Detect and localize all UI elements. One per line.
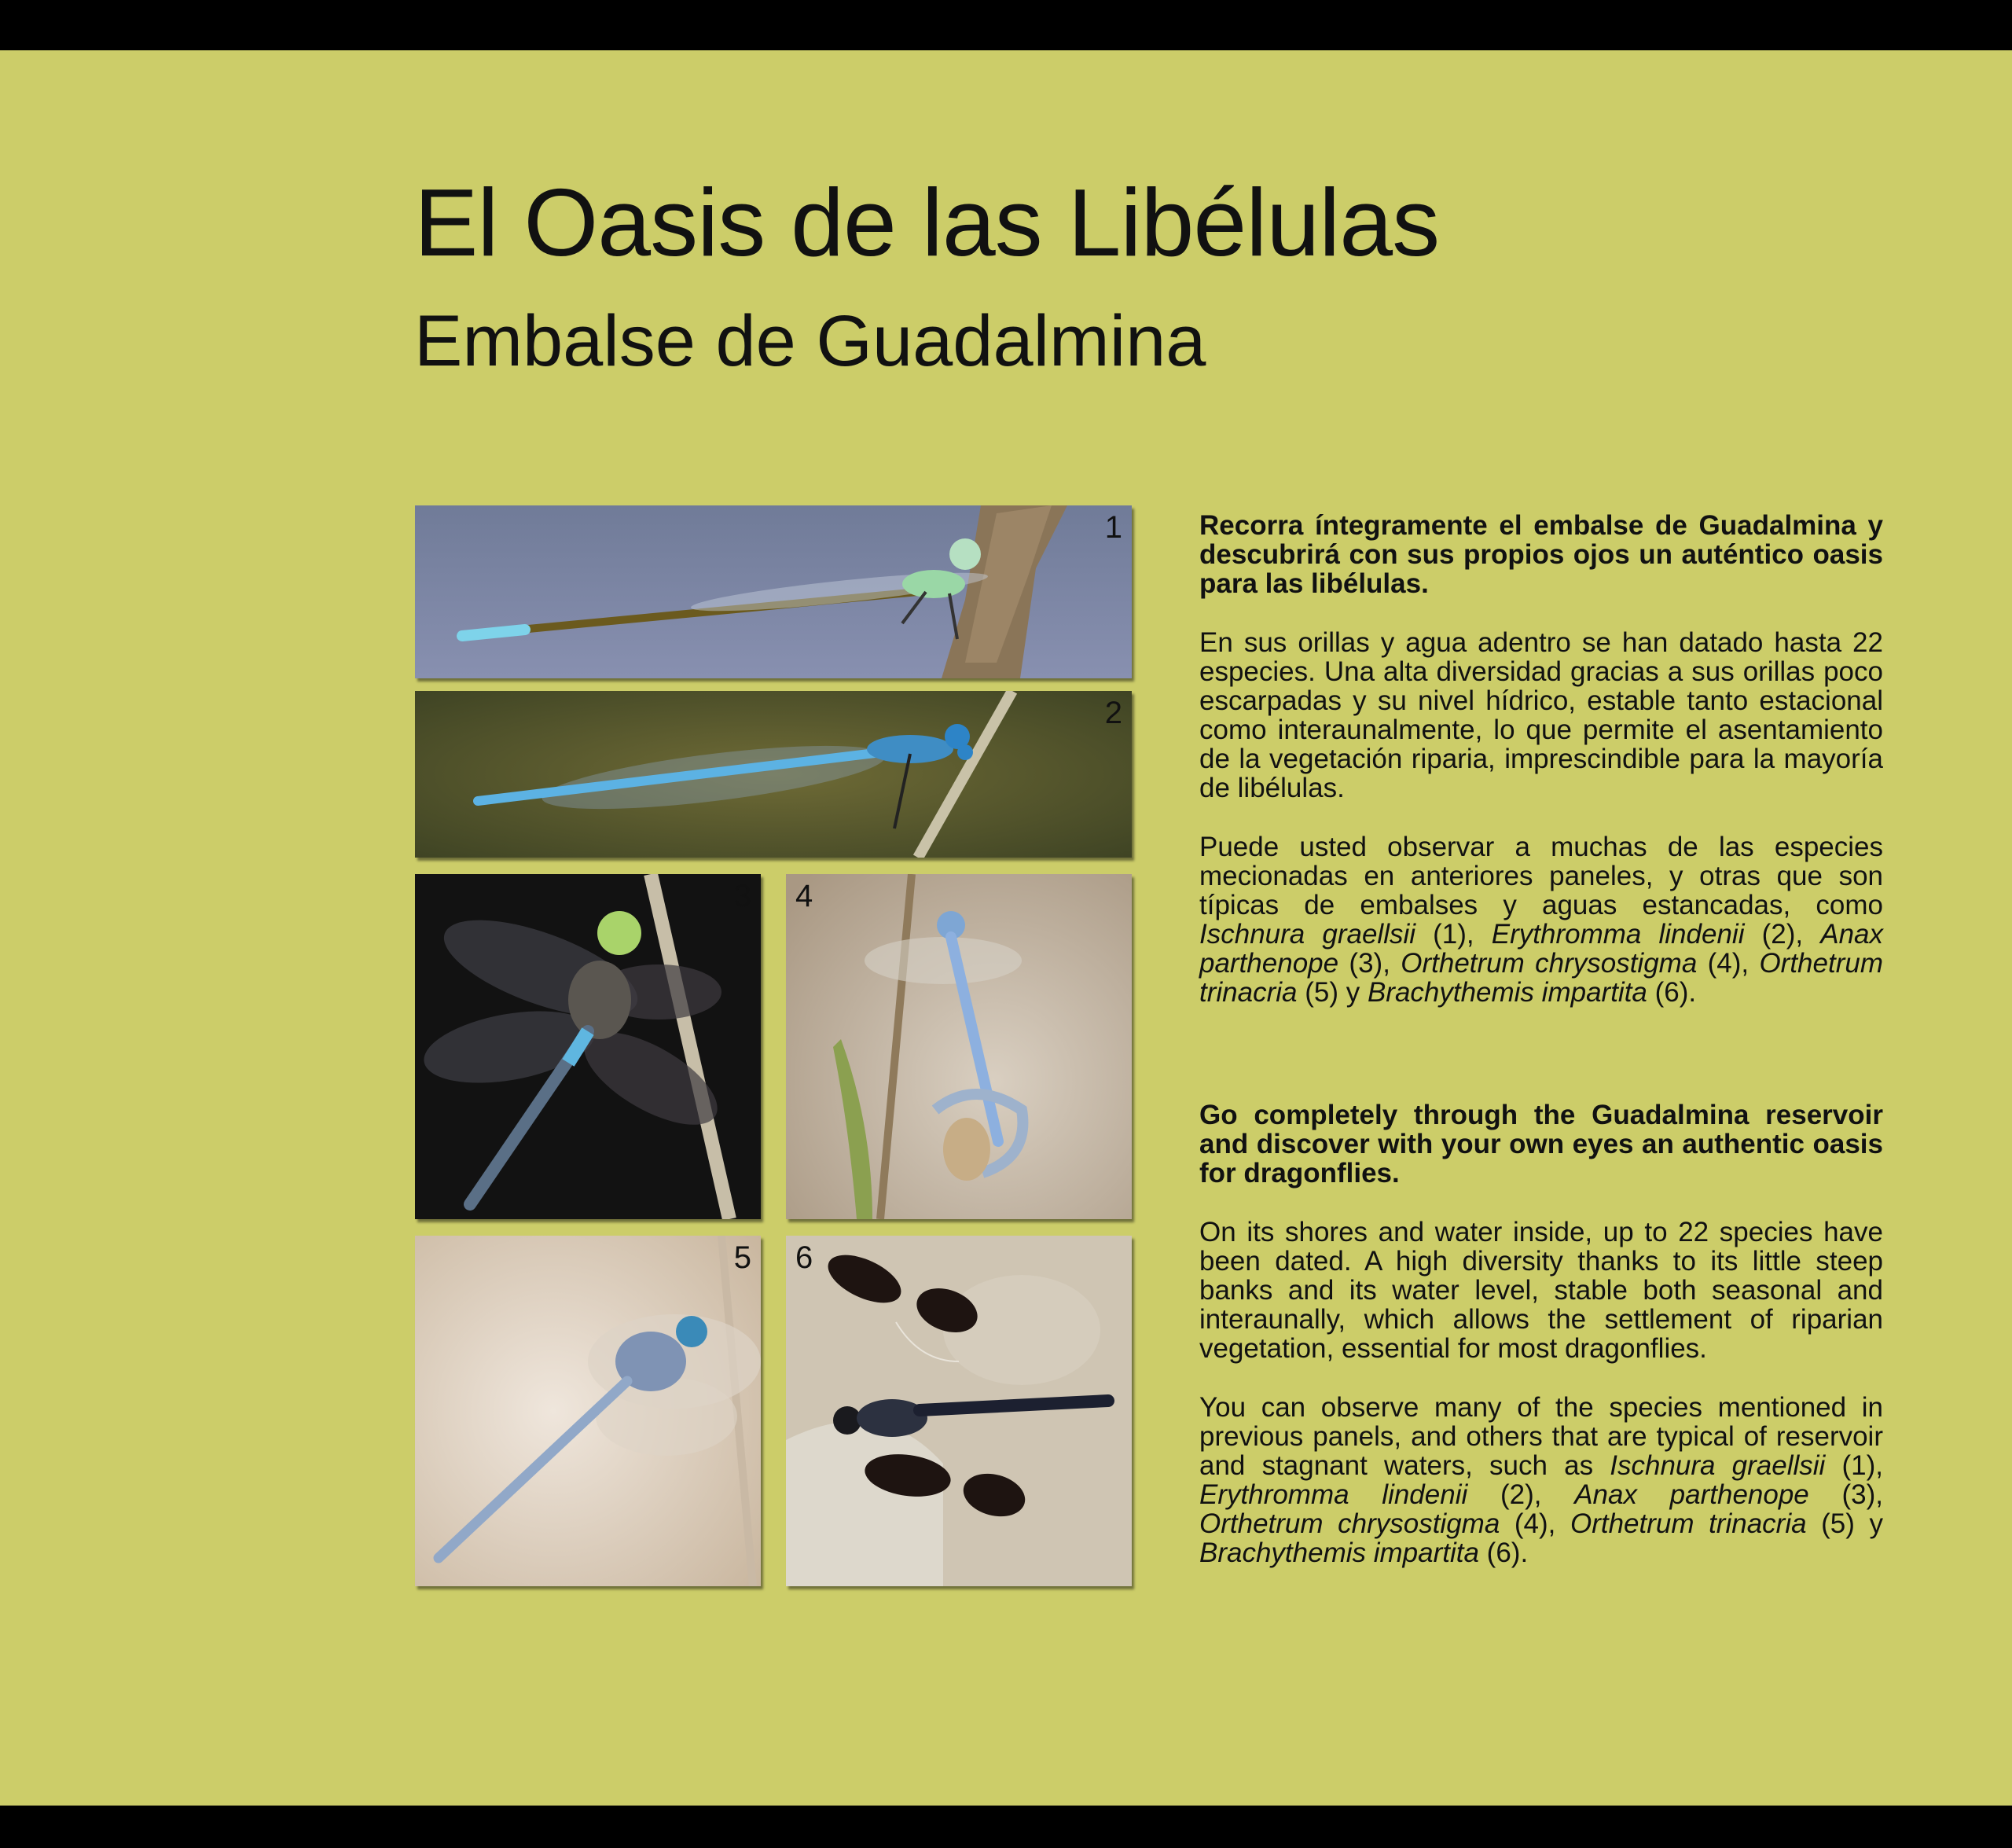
text-run: (6). — [1478, 1538, 1529, 1568]
text-run: (5) y — [1297, 977, 1368, 1008]
text-run: (3), — [1338, 948, 1401, 979]
dragonfly-illustration-6 — [786, 1236, 1132, 1586]
text-run: (6). — [1647, 977, 1697, 1008]
damselfly-illustration-2 — [415, 691, 1132, 858]
text-run: Puede usted observar a muchas de las especies mecionadas en anteriores paneles, y otras que son típicas de embalses y aguas estancadas, como — [1199, 832, 1883, 920]
species-name: Orthetrum chrysostigma — [1401, 948, 1698, 979]
photo-number: 5 — [733, 1240, 751, 1275]
species-name: Orthetrum trinacria — [1199, 948, 1883, 1008]
photo-number: 4 — [795, 879, 813, 913]
photo-number: 2 — [1104, 696, 1122, 730]
species-name: Erythromma lindenii — [1199, 1479, 1468, 1510]
damselfly-illustration-1 — [415, 505, 1132, 678]
species-name: Ischnura graellsii — [1199, 919, 1416, 950]
text-run: (2), — [1467, 1479, 1575, 1510]
top-black-band — [0, 0, 2012, 50]
page-subtitle: Embalse de Guadalmina — [414, 301, 1206, 381]
species-name: Orthetrum trinacria — [1570, 1508, 1807, 1539]
photo-number: 3 — [733, 879, 751, 913]
text-run: You can observe many of the species mentioned in previous panels, and others that are typical of reservoir and stagnant waters, such as — [1199, 1392, 1883, 1481]
dragonfly-illustration-5 — [415, 1236, 761, 1586]
species-name: Erythromma lindenii — [1491, 919, 1745, 950]
text-run: (1), — [1825, 1450, 1884, 1481]
photo-number: 6 — [795, 1240, 813, 1275]
photo-4-orthetrum-chrysostigma — [786, 874, 1132, 1219]
page-title: El Oasis de las Libélulas — [414, 169, 1440, 276]
species-name: Brachythemis impartita — [1367, 977, 1647, 1008]
text-run: (5) y — [1806, 1508, 1884, 1539]
text-run: (3), — [1808, 1479, 1883, 1510]
spanish-paragraph-2 — [1199, 832, 1883, 1007]
english-text-block — [1199, 1100, 1883, 1567]
species-name: Brachythemis impartita — [1199, 1538, 1479, 1568]
spanish-paragraph-1: En sus orillas y agua adentro se han datado hasta 22 especies. Una alta diversidad gracias a sus orillas poco escarpadas y su nivel hídrico, estable tanto estacional como interaunalmente, lo que permite el asentamiento de la vegetación riparia, imprescindible para la mayoría de libélulas. — [1199, 627, 1883, 803]
spanish-lead: Recorra íntegramente el embalse de Guadalmina y descubrirá con sus propios ojos un auténtico oasis para las libélulas. — [1199, 510, 1883, 599]
species-name: Ischnura graellsii — [1610, 1450, 1826, 1481]
text-run: (4), — [1697, 948, 1760, 979]
photo-number: 1 — [1104, 510, 1122, 545]
species-name: Anax parthenope — [1574, 1479, 1809, 1510]
english-paragraph-2 — [1199, 1393, 1883, 1567]
dragonfly-illustration-3 — [415, 874, 761, 1219]
dragonfly-illustration-4 — [786, 874, 1132, 1219]
text-run: (4), — [1500, 1508, 1570, 1539]
photo-3-anax-parthenope — [415, 874, 761, 1219]
species-name: Anax parthenope — [1199, 919, 1884, 979]
english-lead: Go completely through the Guadalmina reservoir and discover with your own eyes an authentic oasis for dragonflies. — [1199, 1100, 1883, 1189]
photo-6-brachythemis-impartita — [786, 1236, 1132, 1586]
text-run: (1), — [1415, 919, 1492, 950]
species-name: Orthetrum chrysostigma — [1199, 1508, 1500, 1539]
text-run: (2), — [1744, 919, 1821, 950]
photo-1-ischnura-graellsii — [415, 505, 1132, 678]
photo-5-orthetrum-trinacria — [415, 1236, 761, 1586]
english-paragraph-1: On its shores and water inside, up to 22 species have been dated. A high diversity thanks to its little steep banks and its water level, stable both seasonal and interaunally, which allows the settlement of riparian vegetation, essential for most dragonflies. — [1199, 1217, 1883, 1364]
photo-2-erythromma-lindenii — [415, 691, 1132, 858]
bottom-black-band — [0, 1806, 2012, 1848]
spanish-text-block — [1199, 511, 1883, 1007]
